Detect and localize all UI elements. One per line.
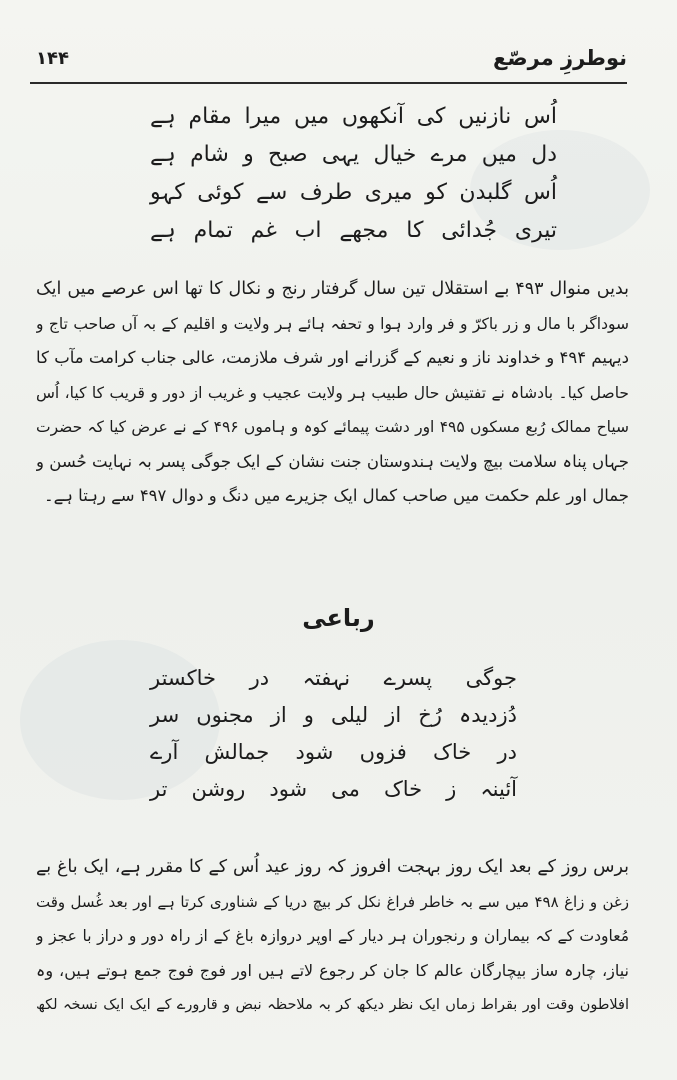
prose-line: جمال اور علم حکمت میں صاحب کمال ایک جزیرے میں دنگ و دوال ۴۹۷ سے رہتا ہے۔ <box>43 486 629 505</box>
prose-line: افلاطون وقت اور بقراط زماں ایک نظر دیکھ کر بہ ملاحظہ نبض و قارورے کے ایک ایک نسخہ لکھ <box>36 997 629 1013</box>
prose-line: حاصل کیا۔ بادشاہ نے تفتیش حال طبیب ہر ولایت عجیب و غریب از دور و قریب کا کیا، اُس <box>36 383 629 402</box>
header-rule <box>30 82 627 84</box>
prose-line: برس روز کے بعد ایک روز بہجت افروز کہ روز عید اُس کے کا مقرر ہے، ایک باغ بے <box>36 857 629 877</box>
page-header <box>30 40 627 84</box>
quatrain-line: آئینہ ز خاک می شود روشن تر <box>150 777 517 801</box>
verse-line: دل میں مرے خیال یہی صبح و شام ہے <box>150 142 557 167</box>
paragraph-1 <box>36 272 629 514</box>
verse-block <box>150 98 557 250</box>
quatrain-block <box>150 660 517 808</box>
quatrain-line: دُزدیدہ رُخ از لیلی و از مجنوں سر <box>150 703 517 727</box>
verse-line: اُس نازنیں کی آنکھوں میں میرا مقام ہے <box>150 104 557 129</box>
quatrain-line: در خاک فزوں شود جمالش آرے <box>150 740 517 764</box>
prose-line: سوداگر با مال و زر باکرّ و فر وارد ہوا و تحفہ ہائے ہر ولایت و اقلیم کے بہ آں صاحب تاج و <box>36 314 629 333</box>
verse-line: اُس گلبدن کو میری طرف سے کوئی کہو <box>150 180 557 205</box>
quatrain-line: جوگی پسرے نہفتہ در خاکستر <box>150 666 517 690</box>
verse-line: تیری جُدائی کا مجھے اب غم تمام ہے <box>150 218 557 243</box>
prose-line: زغن و زاغ ۴۹۸ میں سے بہ خاطر فراغ نکل کر بیچ دریا کے شناوری کرتا ہے اور بعد غُسل وقت <box>36 892 629 911</box>
page-number: ۱۴۴ <box>36 48 69 69</box>
prose-line: بدیں منوال ۴۹۳ بے استقلال تین سال گرفتار رنج و نکال کا تھا اس عرصے میں ایک <box>36 279 629 299</box>
prose-line: نیاز، چارہ ساز بیچارگان عالم کا جان کر رجوع لاتے ہیں اور فوج فوج جمع ہوتے ہیں، وہ <box>36 960 629 980</box>
prose-line: مُعاودت کے کہ بیماران و رنجوران ہر دیار کے اوپر دروازہ باغ کے از راہ دور و دراز با عجز و <box>36 927 629 945</box>
prose-line: جہاں پناہ سلامت بیچ ولایت ہندوستان جنت نشان کے ایک جوگی پسر بہ نہایت حُسن و <box>36 451 629 471</box>
section-heading: رباعی <box>302 604 375 632</box>
running-title: نوطرزِ مرصّع <box>493 46 627 70</box>
prose-line: دیہیم ۴۹۴ و خداوند ناز و نعیم کے گزرانے اور شرف ملازمت، عالی جناب کرامت مآب کا <box>36 348 629 367</box>
prose-line: سیاح ممالک رُبع مسکوں ۴۹۵ اور دشت پیمائے کوہ و ہاموں ۴۹۶ کے نے عرض کیا کہ حضرت <box>36 418 629 436</box>
paragraph-2 <box>36 850 629 1023</box>
